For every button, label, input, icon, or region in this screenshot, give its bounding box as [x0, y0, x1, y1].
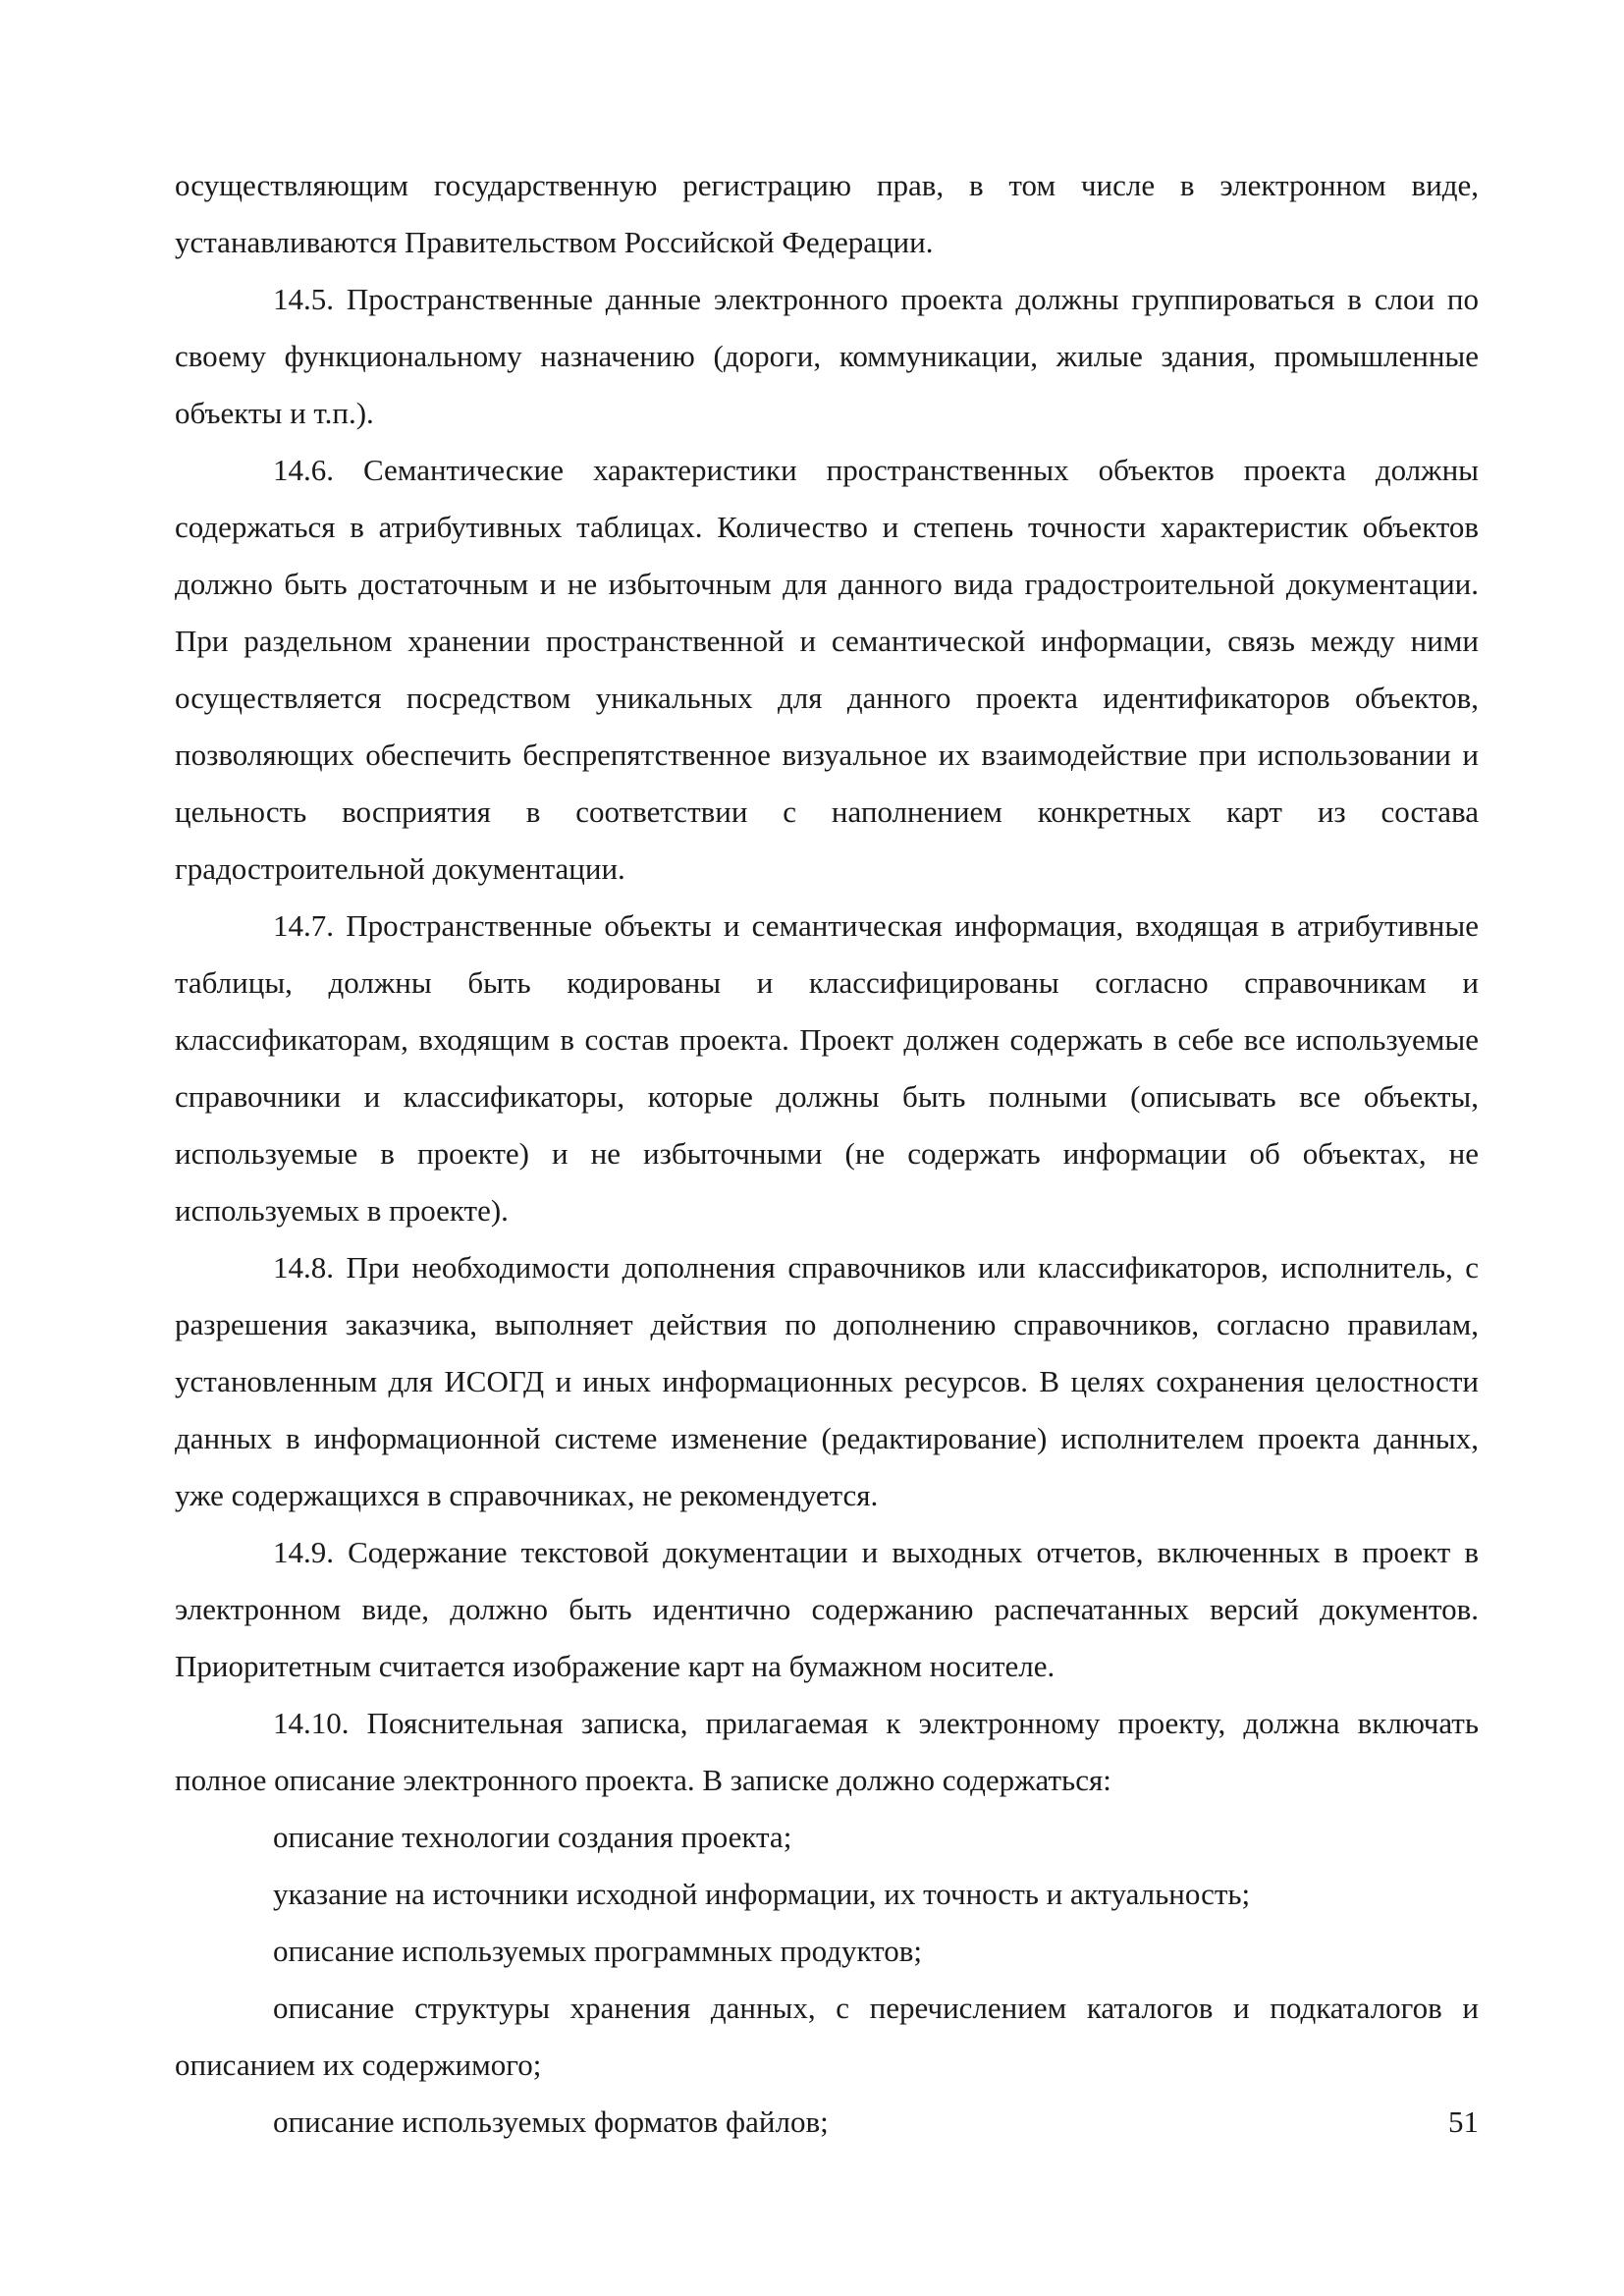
list-item: указание на источники исходной информации, их точность и актуальность; — [273, 1877, 1251, 1911]
list-item: описание используемых форматов файлов; — [273, 2105, 829, 2139]
paragraph-14-10: 14.10. Пояснительная записка, прилагаемая к электронному проекту, должна включать полное описание электронного проекта. В записке должно содержаться: — [175, 1706, 1479, 1797]
paragraph-14-7: 14.7. Пространственные объекты и семантическая информация, входящая в атрибутивные таблицы, должны быть кодированы и классифицированы согласно справочникам и классификаторам, входящим в состав проекта. Проект должен содержать в себе все используемые справочники и классификаторы, которые должны быть полными (описывать все объекты, используемые в проекте) и не избыточными (не содержать информации об объектах, не используемых в проекте). — [175, 908, 1479, 1228]
list-item: описание структуры хранения данных, с перечислением каталогов и подкаталогов и описанием их содержимого; — [175, 1991, 1479, 2082]
paragraph-continuation: осуществляющим государственную регистрацию прав, в том числе в электронном виде, устанавливаются Правительством Российской Федерации. — [175, 168, 1479, 259]
document-body — [175, 157, 1479, 2151]
list-item: описание технологии создания проекта; — [273, 1820, 792, 1854]
page-number: 51 — [1448, 2105, 1479, 2139]
paragraph-14-8: 14.8. При необходимости дополнения справочников или классификаторов, исполнитель, с разрешения заказчика, выполняет действия по дополнению справочников, согласно правилам, установленным для ИСОГД и иных информационных ресурсов. В целях сохранения целостности данных в информационной системе изменение (редактирование) исполнителем проекта данных, уже содержащихся в справочниках, не рекомендуется. — [175, 1250, 1479, 1512]
paragraph-14-6: 14.6. Семантические характеристики пространственных объектов проекта должны содержаться в атрибутивных таблицах. Количество и степень точности характеристик объектов должно быть достаточным и не избыточным для данного вида градостроительной документации. При раздельном хранении пространственной и семантической информации, связь между ними осуществляется посредством уникальных для данного проекта идентификаторов объектов, позволяющих обеспечить беспрепятственное визуальное их взаимодействие при использовании и цельность восприятия в соответствии с наполнением конкретных карт из состава градостроительной документации. — [175, 453, 1479, 886]
list-item: описание используемых программных продуктов; — [273, 1934, 923, 1968]
paragraph-14-5: 14.5. Пространственные данные электронного проекта должны группироваться в слои по своему функциональному назначению (дороги, коммуникации, жилые здания, промышленные объекты и т.п.). — [175, 282, 1479, 430]
paragraph-14-9: 14.9. Содержание текстовой документации и выходных отчетов, включенных в проект в электронном виде, должно быть идентично содержанию распечатанных версий документов. Приоритетным считается изображение карт на бумажном носителе. — [175, 1535, 1479, 1683]
